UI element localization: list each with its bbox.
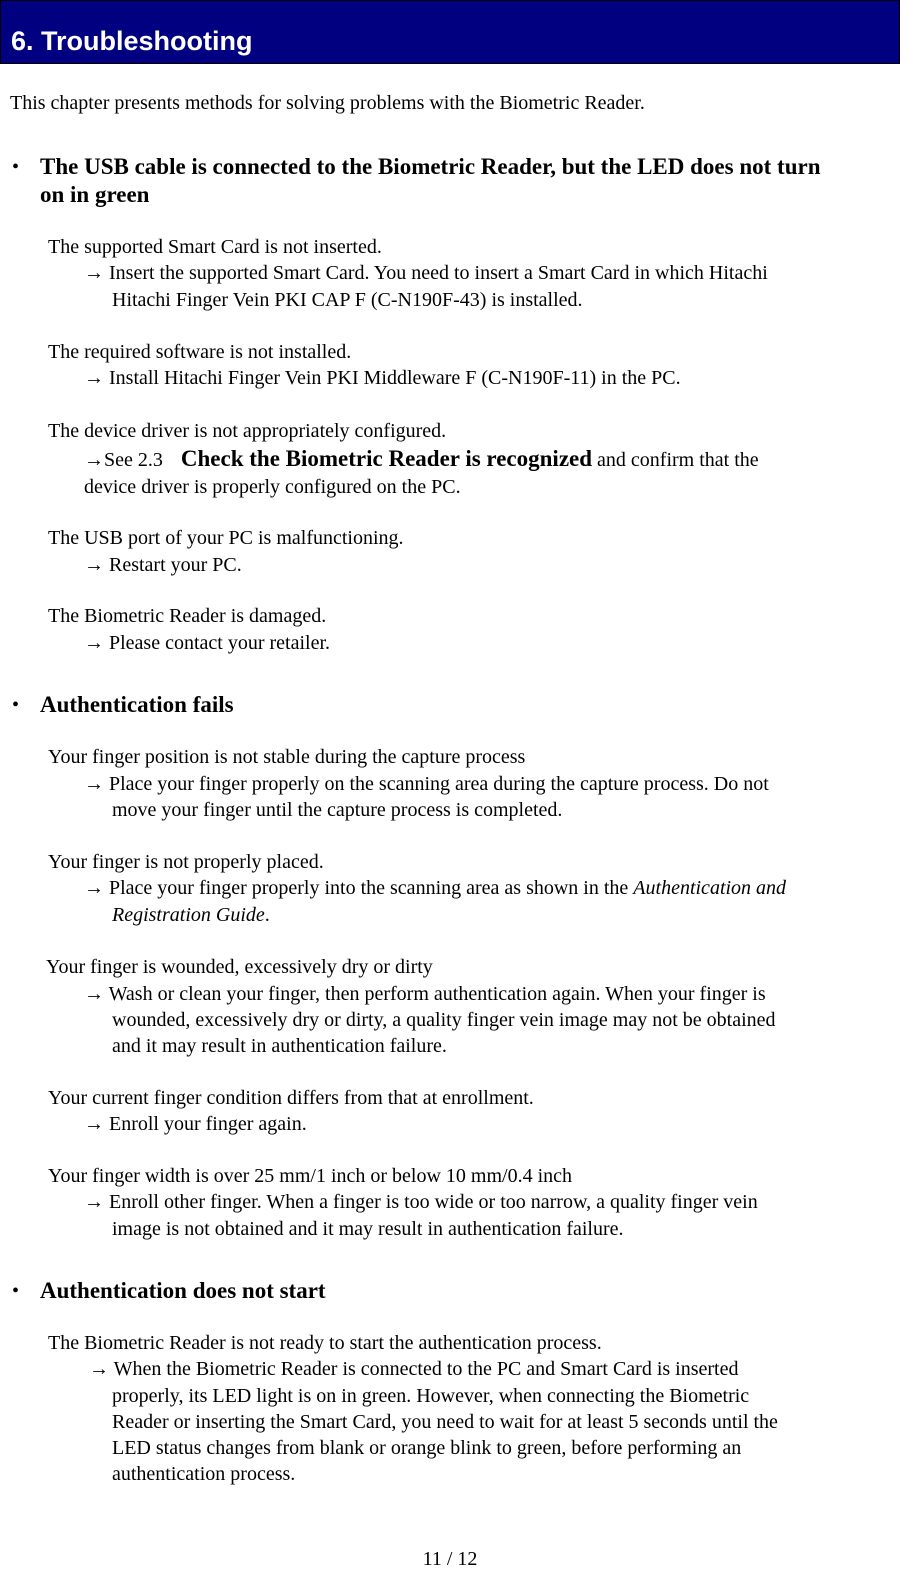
solution-text-cont: device driver is properly configured on the PC. <box>84 476 461 498</box>
cause-text: The device driver is not appropriately configured. <box>48 420 447 442</box>
see-suffix: and confirm that the <box>592 449 759 471</box>
solution-text-cont: image is not obtained and it may result in authentication failure. <box>112 1218 624 1240</box>
solution-text-cont: wounded, excessively dry or dirty, a quality finger vein image may not be obtained <box>112 1009 776 1031</box>
bullet-icon: • <box>12 1280 20 1302</box>
cause-text: Your finger is wounded, excessively dry or dirty <box>46 956 433 978</box>
solution-text-cont: properly, its LED light is on in green. However, when connecting the Biometric <box>112 1385 750 1407</box>
section-title: Authentication does not start <box>40 1278 326 1303</box>
solution-text: → When the Biometric Reader is connected to the PC and Smart Card is inserted <box>89 1358 739 1380</box>
solution-text-cont: and it may result in authentication failure. <box>112 1035 447 1057</box>
cause-text: Your finger is not properly placed. <box>48 851 324 873</box>
guide-reference: Authentication and <box>633 877 787 899</box>
solution-text-cont <box>112 902 270 928</box>
cause-text: The Biometric Reader is not ready to start the authentication process. <box>48 1332 602 1354</box>
solution-text-cont: Reader or inserting the Smart Card, you need to wait for at least 5 seconds until the <box>112 1411 778 1433</box>
solution-text <box>84 446 759 473</box>
period: . <box>264 904 270 926</box>
cause-text: The required software is not installed. <box>48 341 352 363</box>
solution-text-cont: Hitachi Finger Vein PKI CAP F (C-N190F-43) is installed. <box>112 289 583 311</box>
section-title: The USB cable is connected to the Biometric Reader, but the LED does not turn <box>40 154 821 179</box>
solution-text-cont: move your finger until the capture process is completed. <box>112 799 563 821</box>
chapter-header-bar <box>0 0 900 64</box>
bullet-icon: • <box>12 156 20 178</box>
solution-text: → Enroll your finger again. <box>84 1113 307 1135</box>
bullet-icon: • <box>12 694 20 716</box>
solution-text <box>84 875 786 901</box>
solution-text: → Enroll other finger. When a finger is too wide or too narrow, a quality finger vein <box>84 1191 758 1213</box>
page-number: 11 / 12 <box>422 1548 478 1570</box>
solution-text: → Install Hitachi Finger Vein PKI Middleware F (C-N190F-11) in the PC. <box>84 367 681 389</box>
solution-text: → Wash or clean your finger, then perform authentication again. When your finger is <box>84 983 766 1005</box>
section-title-line2: on in green <box>40 182 150 207</box>
solution-text: → Please contact your retailer. <box>84 632 331 654</box>
section-reference-link[interactable]: Check the Biometric Reader is recognized <box>180 446 593 471</box>
chapter-title: 6. Troubleshooting <box>11 26 253 56</box>
cause-text: Your finger position is not stable during the capture process <box>48 746 526 768</box>
solution-text: → Place your finger properly on the scanning area during the capture process. Do not <box>84 773 769 795</box>
solution-text-cont: LED status changes from blank or orange blink to green, before performing an <box>112 1437 742 1459</box>
section-title: Authentication fails <box>40 692 234 717</box>
cause-text: The supported Smart Card is not inserted. <box>48 236 382 258</box>
solution-text-cont: authentication process. <box>112 1463 296 1485</box>
solution-text: → Insert the supported Smart Card. You need to insert a Smart Card in which Hitachi <box>84 262 768 284</box>
guide-reference-cont: Registration Guide <box>112 904 265 926</box>
cause-text: Your current finger condition differs from that at enrollment. <box>48 1087 534 1109</box>
cause-text: Your finger width is over 25 mm/1 inch or below 10 mm/0.4 inch <box>48 1165 573 1187</box>
intro-text: This chapter presents methods for solving problems with the Biometric Reader. <box>10 92 645 114</box>
solution-prefix: → Place your finger properly into the scanning area as shown in the <box>84 877 634 899</box>
cause-text: The USB port of your PC is malfunctioning. <box>48 527 404 549</box>
solution-text: → Restart your PC. <box>84 554 242 576</box>
cause-text: The Biometric Reader is damaged. <box>48 605 327 627</box>
see-prefix: →See 2.3 <box>84 449 163 471</box>
